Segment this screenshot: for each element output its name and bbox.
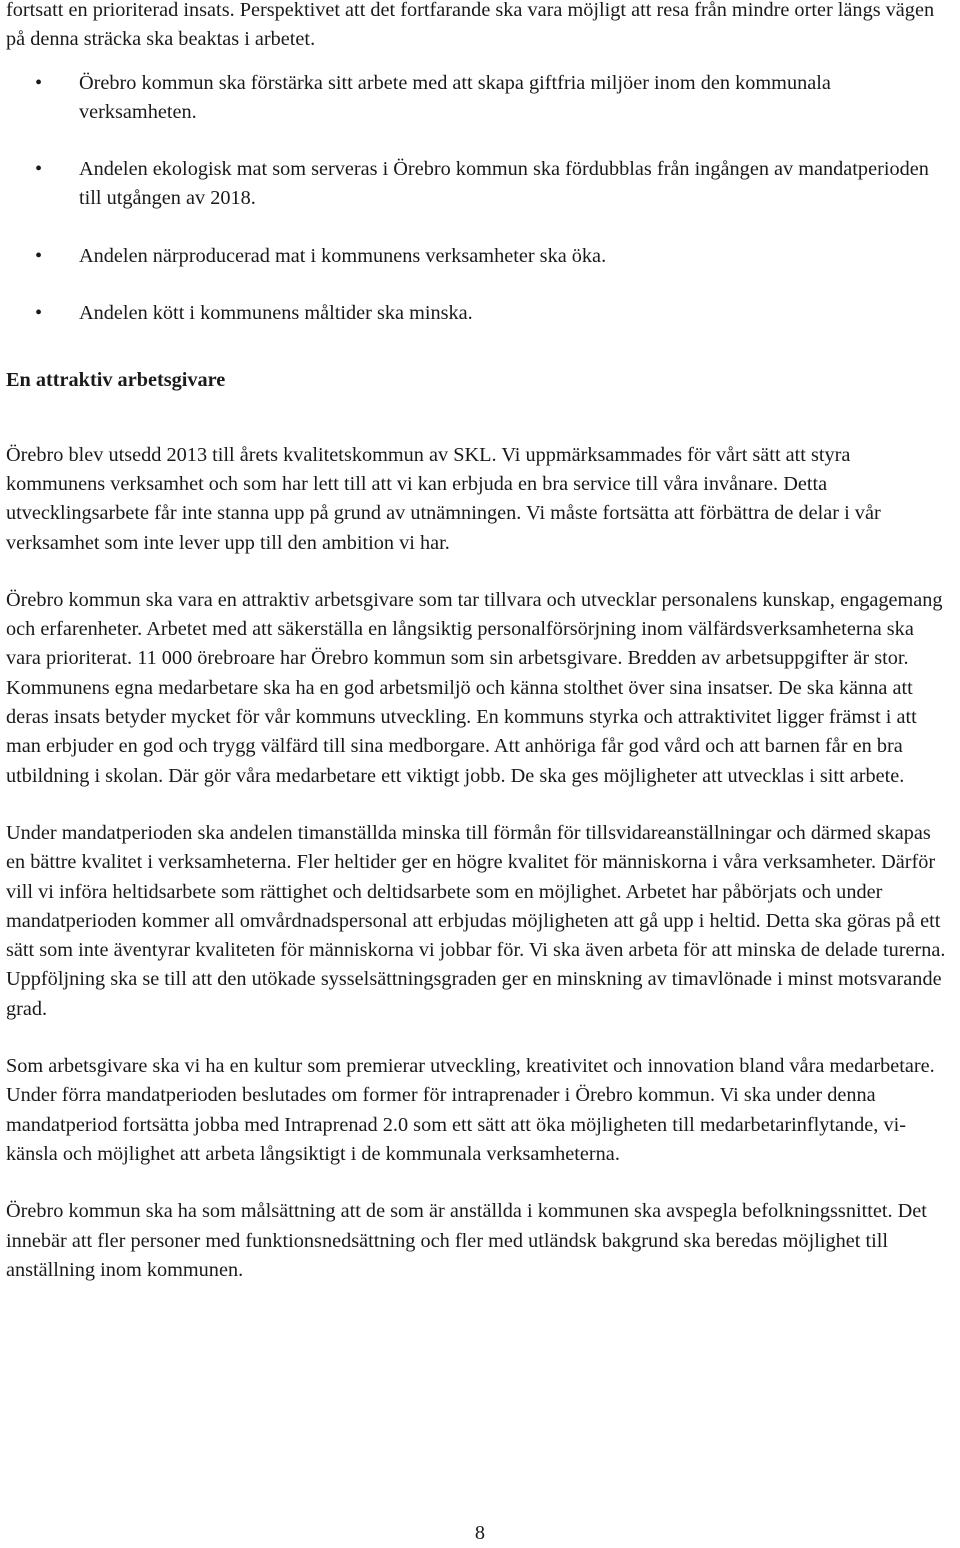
list-item (6, 299, 951, 328)
continuation-text: fortsatt en prioriterad insats. Perspektivet att det fortfarande ska vara möjligt att resa från mindre orter längs vägen på denna sträcka ska beaktas i arbetet. (6, 0, 935, 51)
paragraph: Som arbetsgivare ska vi ha en kultur som premierar utveckling, kreativitet och innovation bland våra medarbetare. Under förra mandatperioden beslutades om former för intraprenader i Örebro kommun. Vi ska under denna mandatperiod fortsätta jobba med Intraprenad 2.0 som ett sätt att öka möjligheten till medarbetarinflytande, vi-känsla och möjlighet att arbeta långsiktigt i de kommunala verksamheterna. (6, 1055, 935, 1165)
section-heading: En attraktiv arbetsgivare (6, 369, 226, 392)
paragraph: Under mandatperioden ska andelen timanställda minska till förmån för tillsvidareanställningar och därmed skapas en bättre kvalitet i verksamheterna. Fler heltider ger en högre kvalitet för människorna i våra verksamheter. Därför vill vi införa heltidsarbete som rättighet och deltidsarbete som en möjlighet. Arbetet har påbörjats och under mandatperioden kommer all omvårdnadspersonal att erbjudas möjligheten att gå upp i heltid. Detta ska göras på ett sätt som inte äventyrar kvaliteten för människorna vi jobbar för. Vi ska även arbeta för att minska de delade turerna. Uppföljning ska se till att den utökade sysselsättningsgraden ger en minskning av timavlönade i minst motsvarande grad. (6, 821, 946, 1020)
paragraph: Örebro kommun ska ha som målsättning att de som är anställda i kommunen ska avspegla befolkningssnittet. Det innebär att fler personer med funktionsnedsättning och fler med utländsk bakgrund ska beredas möjlighet till anställning inom kommunen. (6, 1200, 927, 1281)
list-item (6, 155, 951, 214)
bullet-list (6, 69, 951, 329)
bullet-icon: • (35, 158, 43, 181)
list-item (6, 242, 951, 271)
paragraph: Örebro kommun ska vara en attraktiv arbetsgivare som tar tillvara och utvecklar personalens kunskap, engagemang och erfarenheter. Arbetet med att säkerställa en långsiktig personalförsörjning inom välfärdsverksamheterna ska vara prioriterat. 11 000 örebroare har Örebro kommun som sin arbetsgivare. Bredden av arbetsuppgifter är stor. Kommunens egna medarbetare ska ha en god arbetsmiljö och känna stolthet över sina insatser. De ska känna att deras insats betyder mycket för vår kommuns utveckling. En kommuns styrka och attraktivitet ligger främst i att man erbjuder en god och trygg välfärd till sina medborgare. Att anhöriga får god vård och att barnen får en bra utbildning i skolan. Där gör våra medarbetare ett viktigt jobb. De ska ges möjligheter att utvecklas i sitt arbete. (6, 588, 943, 787)
bullet-text: Andelen närproducerad mat i kommunens verksamheter ska öka. (79, 244, 607, 267)
list-item (6, 69, 951, 128)
document-page (6, 0, 951, 1285)
bullet-icon: • (35, 302, 43, 325)
bullet-icon: • (35, 71, 43, 94)
bullet-icon: • (35, 244, 43, 267)
bullet-text: Örebro kommun ska förstärka sitt arbete med att skapa giftfria miljöer inom den kommunala verksamheten. (79, 71, 831, 123)
page-number: 8 (474, 1522, 486, 1544)
bullet-text: Andelen kött i kommunens måltider ska minska. (79, 302, 473, 325)
paragraph: Örebro blev utsedd 2013 till årets kvalitetskommun av SKL. Vi uppmärksammades för vårt sätt att styra kommunens verksamhet och som har lett till att vi kan erbjuda en bra service till våra invånare. Detta utvecklingsarbete får inte stanna upp på grund av utnämningen. Vi måste fortsätta att förbättra de delar i vår verksamhet som inte lever upp till den ambition vi har. (6, 443, 881, 554)
bullet-text: Andelen ekologisk mat som serveras i Örebro kommun ska fördubblas från ingången av mandatperioden till utgången av 2018. (79, 158, 929, 210)
